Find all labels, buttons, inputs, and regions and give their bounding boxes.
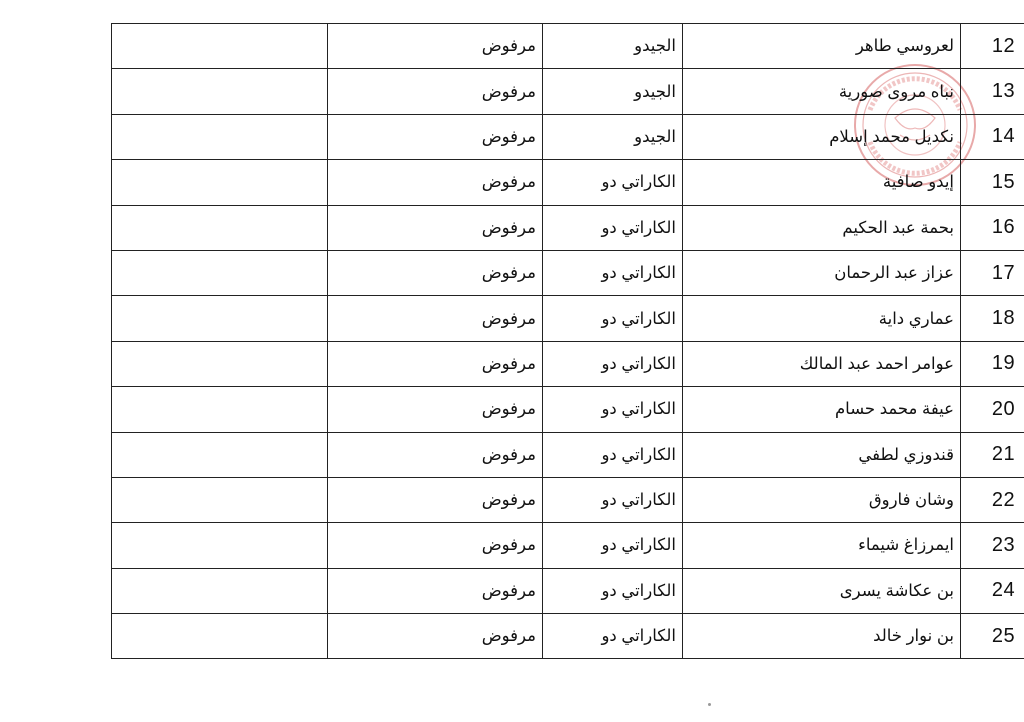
note-cell xyxy=(112,160,328,205)
scan-speck xyxy=(708,703,711,706)
sport-cell: الكاراتي دو xyxy=(543,250,683,295)
sport-cell: الكاراتي دو xyxy=(543,341,683,386)
status-cell: مرفوض xyxy=(328,114,543,159)
table-row xyxy=(112,114,1024,159)
table-row xyxy=(112,69,1024,114)
note-cell xyxy=(112,205,328,250)
table-row xyxy=(112,387,1024,432)
table-row xyxy=(112,523,1024,568)
status-cell: مرفوض xyxy=(328,614,543,659)
table-row xyxy=(112,24,1024,69)
table-row xyxy=(112,432,1024,477)
sport-cell: الكاراتي دو xyxy=(543,523,683,568)
status-cell: مرفوض xyxy=(328,69,543,114)
row-number-cell: 25 xyxy=(961,614,1024,659)
note-cell xyxy=(112,614,328,659)
row-number-cell: 16 xyxy=(961,205,1024,250)
athlete-name-cell: إيدو صافية xyxy=(683,160,961,205)
row-number-cell: 15 xyxy=(961,160,1024,205)
row-number-cell: 23 xyxy=(961,523,1024,568)
athlete-name-cell: نكديل محمد إسلام xyxy=(683,114,961,159)
row-number-cell: 19 xyxy=(961,341,1024,386)
note-cell xyxy=(112,387,328,432)
status-cell: مرفوض xyxy=(328,523,543,568)
status-cell: مرفوض xyxy=(328,205,543,250)
row-number-cell: 21 xyxy=(961,432,1024,477)
athlete-name-cell: بن عكاشة يسرى xyxy=(683,568,961,613)
athlete-name-cell: بحمة عبد الحكيم xyxy=(683,205,961,250)
table-row xyxy=(112,614,1024,659)
athlete-name-cell: عزاز عبد الرحمان xyxy=(683,250,961,295)
athlete-name-cell: عماري داية xyxy=(683,296,961,341)
status-cell: مرفوض xyxy=(328,296,543,341)
row-number-cell: 18 xyxy=(961,296,1024,341)
note-cell xyxy=(112,69,328,114)
table-row xyxy=(112,160,1024,205)
note-cell xyxy=(112,477,328,522)
note-cell xyxy=(112,250,328,295)
table-row xyxy=(112,477,1024,522)
table-row xyxy=(112,341,1024,386)
sport-cell: الكاراتي دو xyxy=(543,568,683,613)
status-cell: مرفوض xyxy=(328,341,543,386)
sport-cell: الكاراتي دو xyxy=(543,160,683,205)
row-number-cell: 14 xyxy=(961,114,1024,159)
row-number-cell: 20 xyxy=(961,387,1024,432)
table-row xyxy=(112,205,1024,250)
athlete-name-cell: وشان فاروق xyxy=(683,477,961,522)
table-row xyxy=(112,296,1024,341)
sport-cell: الجيدو xyxy=(543,69,683,114)
athlete-name-cell: بن نوار خالد xyxy=(683,614,961,659)
athlete-name-cell: قندوزي لطفي xyxy=(683,432,961,477)
results-table xyxy=(111,23,1024,659)
note-cell xyxy=(112,568,328,613)
sport-cell: الكاراتي دو xyxy=(543,614,683,659)
status-cell: مرفوض xyxy=(328,387,543,432)
status-cell: مرفوض xyxy=(328,432,543,477)
row-number-cell: 12 xyxy=(961,24,1024,69)
athlete-name-cell: نباه مروى صورية xyxy=(683,69,961,114)
sport-cell: الكاراتي دو xyxy=(543,477,683,522)
table-row xyxy=(112,250,1024,295)
sport-cell: الكاراتي دو xyxy=(543,205,683,250)
row-number-cell: 22 xyxy=(961,477,1024,522)
table-row xyxy=(112,568,1024,613)
sport-cell: الجيدو xyxy=(543,24,683,69)
status-cell: مرفوض xyxy=(328,250,543,295)
note-cell xyxy=(112,341,328,386)
athlete-name-cell: عيفة محمد حسام xyxy=(683,387,961,432)
note-cell xyxy=(112,523,328,568)
athlete-name-cell: لعروسي طاهر xyxy=(683,24,961,69)
sport-cell: الجيدو xyxy=(543,114,683,159)
status-cell: مرفوض xyxy=(328,160,543,205)
row-number-cell: 24 xyxy=(961,568,1024,613)
note-cell xyxy=(112,114,328,159)
note-cell xyxy=(112,432,328,477)
note-cell xyxy=(112,24,328,69)
status-cell: مرفوض xyxy=(328,568,543,613)
table-body xyxy=(112,24,1024,659)
sport-cell: الكاراتي دو xyxy=(543,296,683,341)
status-cell: مرفوض xyxy=(328,24,543,69)
sport-cell: الكاراتي دو xyxy=(543,432,683,477)
row-number-cell: 13 xyxy=(961,69,1024,114)
athlete-name-cell: ايمرزاغ شيماء xyxy=(683,523,961,568)
status-cell: مرفوض xyxy=(328,477,543,522)
athlete-name-cell: عوامر احمد عبد المالك xyxy=(683,341,961,386)
sport-cell: الكاراتي دو xyxy=(543,387,683,432)
row-number-cell: 17 xyxy=(961,250,1024,295)
note-cell xyxy=(112,296,328,341)
